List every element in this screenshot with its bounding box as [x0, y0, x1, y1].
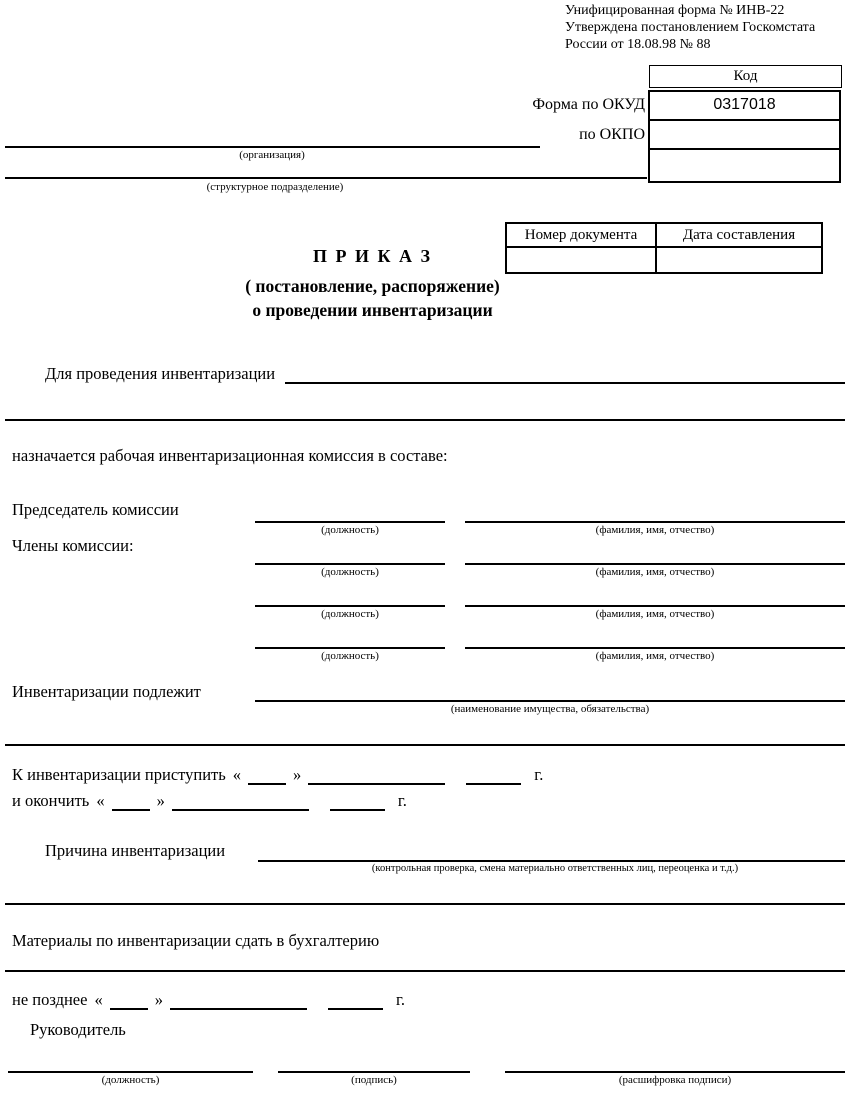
for-inventory-row [45, 364, 845, 384]
approval-line: Унифицированная форма № ИНВ-22 [565, 3, 785, 18]
fullname-caption: (фамилия, имя, отчество) [595, 608, 715, 620]
quote-close: » [293, 765, 302, 784]
quote-close: » [154, 990, 163, 1009]
subject-field[interactable] [255, 700, 845, 702]
position-caption: (должность) [321, 524, 379, 536]
fullname-caption: (фамилия, имя, отчество) [595, 650, 715, 662]
year-suffix: г. [534, 765, 544, 784]
subject-caption: (наименование имущества, обязательства) [450, 703, 650, 715]
chairman-name-field[interactable] [465, 521, 845, 523]
fullname-caption: (фамилия, имя, отчество) [595, 566, 715, 578]
position-caption: (должность) [321, 650, 379, 662]
okud-label: Форма по ОКУД [532, 96, 645, 113]
start-label: К инвентаризации приступить [12, 765, 226, 784]
department-caption: (структурное подразделение) [206, 181, 344, 193]
title-order: П Р И К А З [312, 246, 433, 266]
reason-field[interactable] [258, 860, 845, 862]
reason-label: Причина инвентаризации [45, 841, 226, 860]
position-caption: (должность) [321, 608, 379, 620]
finish-month-field[interactable] [172, 792, 309, 811]
start-year-field[interactable] [466, 766, 521, 785]
member-name-field[interactable] [465, 605, 845, 607]
finish-label: и окончить [12, 791, 90, 810]
commission-intro: назначается рабочая инвентаризационная комиссия в составе: [12, 446, 448, 465]
quote-open: « [96, 791, 105, 810]
approval-line: России от 18.08.98 № 88 [565, 37, 711, 52]
deadline-label: не позднее [12, 990, 88, 1009]
start-date-row [12, 765, 543, 785]
okud-code-cell[interactable]: 0317018 [650, 92, 839, 121]
title-subline: ( постановление, распоряжение) [245, 276, 500, 296]
approval-line: Утверждена постановлением Госкомстата [565, 20, 816, 35]
title-subject: о проведении инвентаризации [252, 300, 493, 320]
continuation-rule[interactable] [5, 903, 845, 905]
position-caption: (должность) [101, 1074, 160, 1086]
organization-caption: (организация) [239, 149, 305, 161]
okpo-code-cell[interactable] [650, 121, 839, 150]
chairman-position-field[interactable] [255, 521, 445, 523]
member-name-field[interactable] [465, 563, 845, 565]
manager-label: Руководитель [30, 1020, 126, 1039]
for-inventory-label: Для проведения инвентаризации [45, 364, 276, 383]
start-day-field[interactable] [248, 766, 286, 785]
materials-label: Материалы по инвентаризации сдать в бухгалтерию [12, 931, 380, 950]
organization-field[interactable] [5, 146, 540, 148]
continuation-rule[interactable] [5, 419, 845, 421]
continuation-rule[interactable] [5, 970, 845, 972]
doc-number-header: Номер документа [507, 224, 657, 248]
reason-caption: (контрольная проверка, смена материально ответственных лиц, переоценка и т.д.) [371, 863, 739, 874]
member-position-field[interactable] [255, 647, 445, 649]
form-title [130, 246, 615, 321]
doc-date-header: Дата составления [657, 224, 821, 248]
doc-date-cell[interactable] [657, 248, 821, 272]
position-caption: (должность) [321, 566, 379, 578]
chairman-label: Председатель комиссии [12, 500, 179, 519]
finish-day-field[interactable] [112, 792, 150, 811]
quote-open: « [94, 990, 103, 1009]
manager-position-field[interactable] [8, 1071, 253, 1073]
start-month-field[interactable] [308, 766, 445, 785]
signature-decrypt-caption: (расшифровка подписи) [618, 1074, 732, 1086]
continuation-rule[interactable] [5, 744, 845, 746]
manager-signature-field[interactable] [278, 1071, 470, 1073]
deadline-date-row [12, 990, 405, 1010]
department-field[interactable] [5, 177, 647, 179]
deadline-day-field[interactable] [110, 991, 148, 1010]
quote-close: » [156, 791, 165, 810]
member-position-field[interactable] [255, 605, 445, 607]
finish-year-field[interactable] [330, 792, 385, 811]
finish-date-row [12, 791, 407, 811]
deadline-year-field[interactable] [328, 991, 383, 1010]
subject-label: Инвентаризации подлежит [12, 682, 201, 701]
code-column-header: Код [649, 65, 842, 88]
for-inventory-field[interactable] [285, 365, 845, 384]
year-suffix: г. [395, 990, 405, 1009]
extra-code-cell[interactable] [650, 150, 839, 181]
code-box [648, 90, 841, 183]
year-suffix: г. [397, 791, 407, 810]
deadline-month-field[interactable] [170, 991, 307, 1010]
okpo-label: по ОКПО [579, 126, 645, 143]
quote-open: « [232, 765, 242, 784]
form-approval-block [565, 2, 853, 53]
fullname-caption: (фамилия, имя, отчество) [595, 524, 715, 536]
member-position-field[interactable] [255, 563, 445, 565]
manager-name-field[interactable] [505, 1071, 845, 1073]
signature-caption: (подпись) [351, 1074, 397, 1086]
member-name-field[interactable] [465, 647, 845, 649]
members-label: Члены комиссии: [12, 536, 134, 555]
